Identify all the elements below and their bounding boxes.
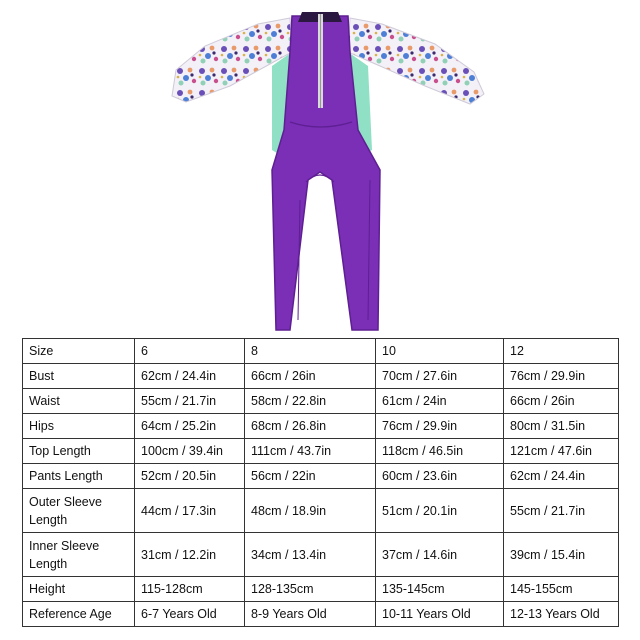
row-label: Outer Sleeve Length <box>23 489 135 533</box>
table-cell: 62cm / 24.4in <box>504 464 619 489</box>
table-cell: 12-13 Years Old <box>504 602 619 627</box>
table-cell: 61cm / 24in <box>376 389 504 414</box>
table-cell: 52cm / 20.5in <box>135 464 245 489</box>
table-cell: 37cm / 14.6in <box>376 533 504 577</box>
table-cell: 60cm / 23.6in <box>376 464 504 489</box>
table-cell: 55cm / 21.7in <box>135 389 245 414</box>
table-cell: 6 <box>135 339 245 364</box>
table-row <box>23 533 619 577</box>
table-row <box>23 364 619 389</box>
table-row <box>23 414 619 439</box>
table-cell: 121cm / 47.6in <box>504 439 619 464</box>
table-row <box>23 389 619 414</box>
table-cell: 56cm / 22in <box>245 464 376 489</box>
table-cell: 44cm / 17.3in <box>135 489 245 533</box>
table-cell: 34cm / 13.4in <box>245 533 376 577</box>
table-cell: 80cm / 31.5in <box>504 414 619 439</box>
row-label: Inner Sleeve Length <box>23 533 135 577</box>
row-label: Height <box>23 577 135 602</box>
table-row <box>23 489 619 533</box>
row-label: Hips <box>23 414 135 439</box>
table-cell: 12 <box>504 339 619 364</box>
table-cell: 8-9 Years Old <box>245 602 376 627</box>
table-cell: 10 <box>376 339 504 364</box>
table-cell: 111cm / 43.7in <box>245 439 376 464</box>
table-cell: 100cm / 39.4in <box>135 439 245 464</box>
table-cell: 70cm / 27.6in <box>376 364 504 389</box>
row-label: Pants Length <box>23 464 135 489</box>
table-row <box>23 602 619 627</box>
table-cell: 64cm / 25.2in <box>135 414 245 439</box>
row-label: Size <box>23 339 135 364</box>
table-row <box>23 339 619 364</box>
table-cell: 8 <box>245 339 376 364</box>
table-cell: 58cm / 22.8in <box>245 389 376 414</box>
table-cell: 10-11 Years Old <box>376 602 504 627</box>
table-row <box>23 464 619 489</box>
table-cell: 115-128cm <box>135 577 245 602</box>
table-cell: 51cm / 20.1in <box>376 489 504 533</box>
table-cell: 66cm / 26in <box>245 364 376 389</box>
table-cell: 66cm / 26in <box>504 389 619 414</box>
table-cell: 135-145cm <box>376 577 504 602</box>
table-cell: 62cm / 24.4in <box>135 364 245 389</box>
table-cell: 39cm / 15.4in <box>504 533 619 577</box>
table-row <box>23 577 619 602</box>
table-cell: 128-135cm <box>245 577 376 602</box>
table-cell: 6-7 Years Old <box>135 602 245 627</box>
row-label: Bust <box>23 364 135 389</box>
table-cell: 68cm / 26.8in <box>245 414 376 439</box>
table-cell: 76cm / 29.9in <box>376 414 504 439</box>
row-label: Waist <box>23 389 135 414</box>
table-cell: 145-155cm <box>504 577 619 602</box>
size-chart-table <box>22 338 619 627</box>
table-cell: 76cm / 29.9in <box>504 364 619 389</box>
table-cell: 118cm / 46.5in <box>376 439 504 464</box>
row-label: Top Length <box>23 439 135 464</box>
table-cell: 55cm / 21.7in <box>504 489 619 533</box>
table-row <box>23 439 619 464</box>
table-cell: 31cm / 12.2in <box>135 533 245 577</box>
row-label: Reference Age <box>23 602 135 627</box>
table-cell: 48cm / 18.9in <box>245 489 376 533</box>
